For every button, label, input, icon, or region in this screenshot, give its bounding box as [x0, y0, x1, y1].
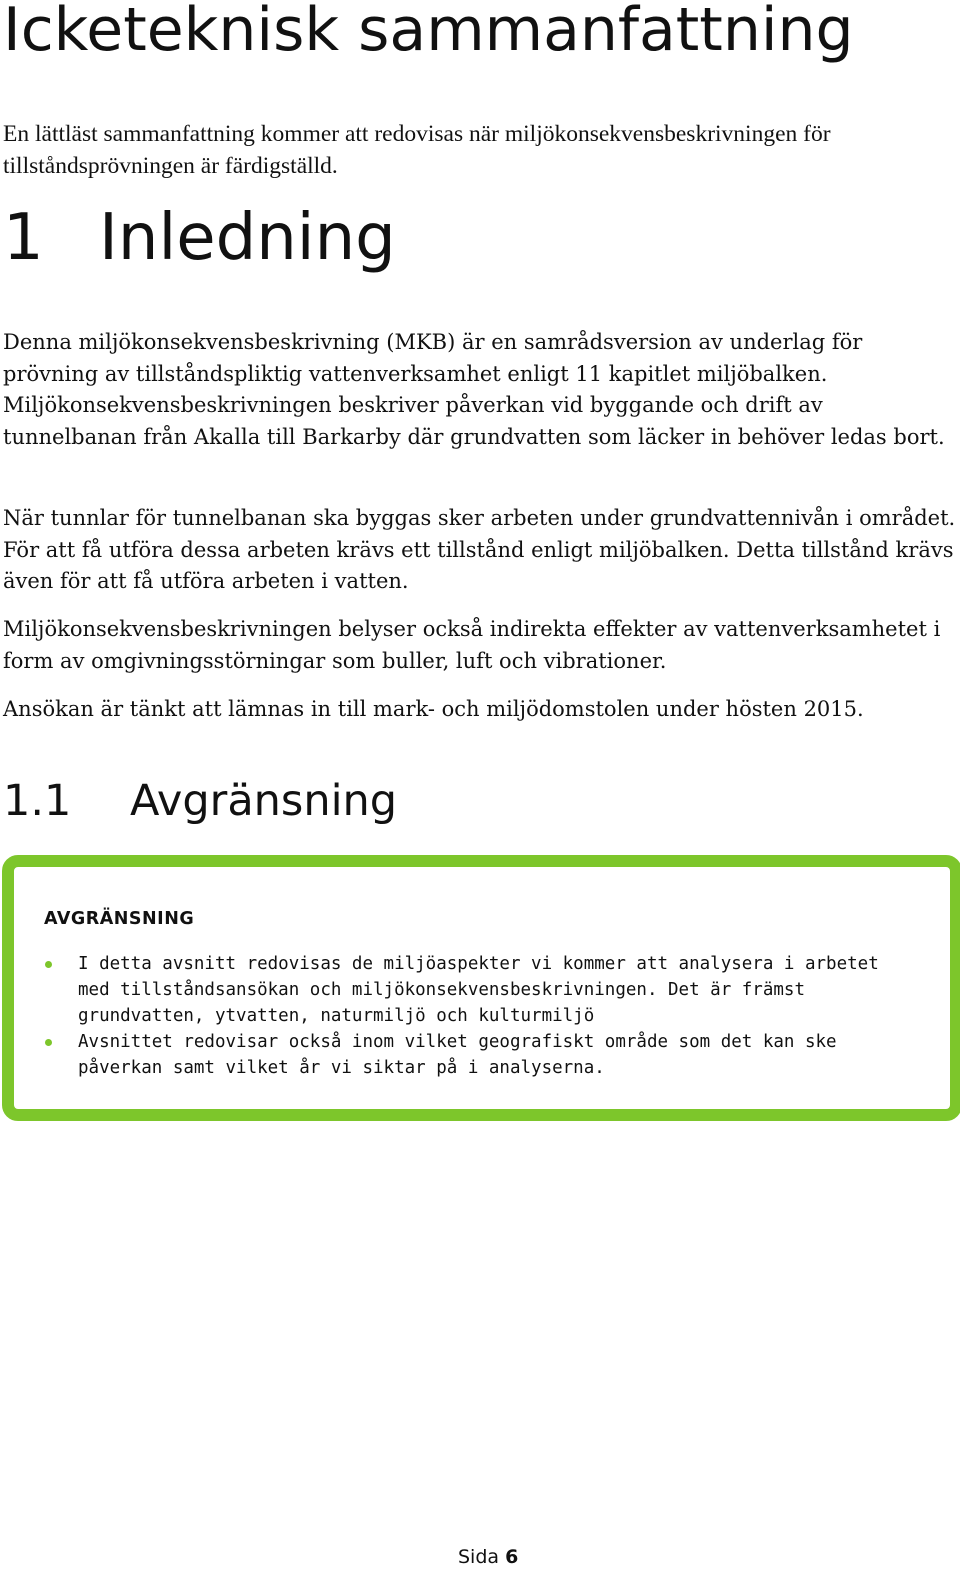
- section-title: Inledning: [99, 201, 396, 275]
- bullet-icon: [45, 1039, 52, 1046]
- list-item-text: I detta avsnitt redovisas de miljöaspekter vi kommer att analysera i arbetet med tillståndsansökan och miljökonsekvensbeskrivningen. Det är främst grundvatten, ytvatten, naturmiljö och kulturmiljö: [78, 954, 879, 1026]
- list-item: [44, 951, 904, 1029]
- page-number: 6: [505, 1546, 519, 1568]
- page-footer: [458, 1545, 518, 1569]
- callout-title: AVGRÄNSNING: [44, 909, 195, 929]
- section-heading-1: [3, 198, 396, 278]
- footer-label: Sida: [458, 1546, 500, 1568]
- body-paragraph: Ansökan är tänkt att lämnas in till mark- och miljödomstolen under hösten 2015.: [3, 697, 864, 721]
- subsection-number: 1.1: [3, 776, 72, 826]
- bullet-icon: [45, 961, 52, 968]
- body-paragraph: Miljökonsekvensbeskrivningen belyser också indirekta effekter av vattenverksamhetet i form av omgivningsstörningar som buller, luft och vibrationer.: [3, 617, 941, 673]
- list-item-text: Avsnittet redovisar också inom vilket geografiskt område som det kan ske påverkan samt vilket år vi siktar på i analyserna.: [78, 1032, 837, 1078]
- subsection-title: Avgränsning: [130, 776, 398, 826]
- list-item: [44, 1029, 904, 1081]
- callout-list: [44, 951, 904, 1081]
- body-paragraph: Denna miljökonsekvensbeskrivning (MKB) är en samrådsversion av underlag för prövning av tillståndspliktig vattenverksamhet enligt 11 kapitlet miljöbalken. Miljökonsekvensbeskrivningen beskriver påverkan vid byggande och drift av tunnelbanan från Akalla till Barkarby där grundvatten som läcker in behöver ledas bort.: [3, 330, 945, 449]
- subsection-heading: [3, 772, 397, 830]
- callout-box: [2, 855, 960, 1121]
- section-number: 1: [3, 201, 44, 275]
- page-title: Icketeknisk sammanfattning: [3, 0, 854, 65]
- intro-paragraph: En lättläst sammanfattning kommer att redovisas när miljökonsekvensbeskrivningen för tillståndsprövningen är färdigställd.: [3, 121, 831, 179]
- body-paragraph: När tunnlar för tunnelbanan ska byggas sker arbeten under grundvattennivån i området. För att få utföra dessa arbeten krävs ett tillstånd enligt miljöbalken. Detta tillstånd krävs även för att få utföra arbeten i vatten.: [3, 506, 956, 593]
